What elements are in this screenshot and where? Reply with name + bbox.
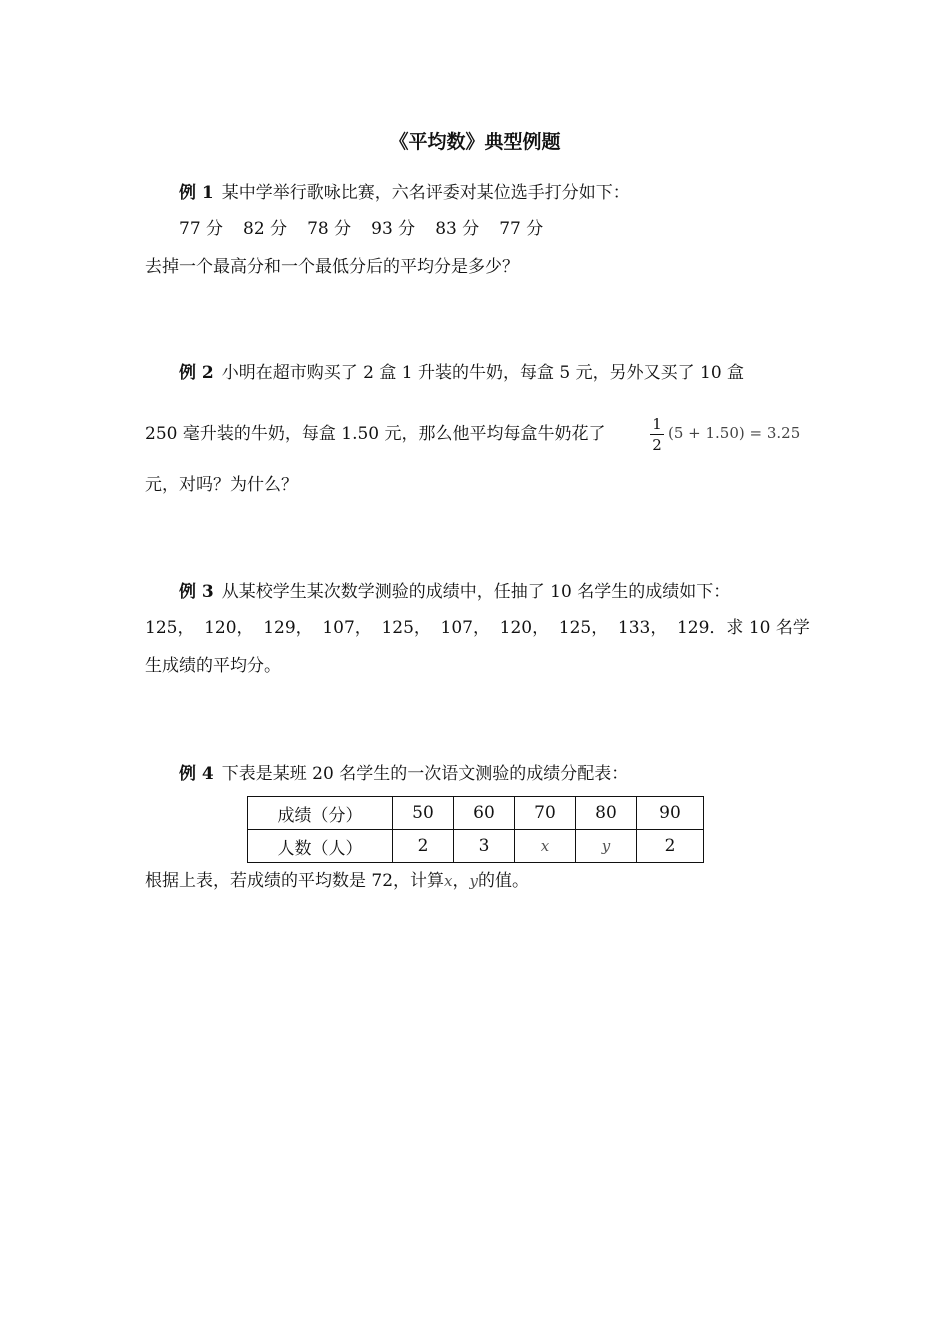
example-3-values: [145, 617, 810, 639]
fraction-bar: [650, 434, 664, 435]
example-2-intro: [179, 362, 744, 384]
table-cell: 2: [637, 830, 704, 863]
table-cell: 3: [454, 830, 515, 863]
table-header-row: [248, 797, 704, 830]
value-item: 107，: [322, 618, 372, 638]
example-3-intro: [179, 581, 730, 603]
value-item: 129，: [263, 618, 313, 638]
example-2-label: 例 2: [179, 363, 214, 383]
example-1-label: 例 1: [179, 183, 214, 203]
score-item: 77 分: [179, 219, 224, 239]
example-1-intro: [179, 182, 630, 204]
variable-y: y: [469, 872, 478, 890]
table-cell: 90: [637, 797, 704, 830]
table-cell: 60: [454, 797, 515, 830]
example-2-line1: 小明在超市购买了 2 盒 1 升装的牛奶，每盒 5 元，另外又买了 10 盒: [221, 363, 745, 383]
table-cell-variable-y: y: [576, 830, 637, 863]
score-item: 77 分: [499, 219, 544, 239]
score-item: 82 分: [243, 219, 288, 239]
table-cell: 2: [393, 830, 454, 863]
table-cell: 80: [576, 797, 637, 830]
table-cell: 50: [393, 797, 454, 830]
example-4-text: 下表是某班 20 名学生的一次语文测验的成绩分配表：: [221, 764, 629, 784]
question-text: 根据上表，若成绩的平均数是 72，计算: [145, 871, 445, 891]
table-row: [248, 830, 704, 863]
value-item: 125，: [558, 618, 609, 638]
table-cell: 成绩（分）: [248, 797, 393, 830]
example-4-intro: [179, 763, 628, 785]
value-item: 129．求 10 名学: [676, 618, 810, 638]
value-item: 133，: [617, 618, 668, 638]
page-title: 《平均数》典型例题: [389, 131, 561, 153]
example-1-question: 去掉一个最高分和一个最低分后的平均分是多少？: [145, 257, 519, 277]
value-item: 120，: [499, 618, 550, 638]
example-1-text: 某中学举行歌咏比赛，六名评委对某位选手打分如下：: [221, 183, 630, 203]
example-4-question: [145, 870, 529, 892]
example-3-label: 例 3: [179, 582, 214, 602]
table-cell-variable-x: x: [515, 830, 576, 863]
fraction-denominator: 2: [652, 436, 662, 454]
example-4-label: 例 4: [179, 764, 214, 784]
grade-distribution-table: [247, 796, 704, 863]
separator: ，: [452, 871, 470, 891]
variable-x: x: [444, 872, 453, 890]
math-expression: (5 + 1.50) = 3.25: [668, 424, 801, 442]
fraction-numerator: 1: [652, 415, 662, 433]
example-1-scores: [179, 218, 563, 240]
table-cell: 人数（人）: [248, 830, 393, 863]
example-2-line3: 元，对吗？为什么？: [145, 475, 298, 495]
question-text-end: 的值。: [478, 871, 529, 891]
score-item: 93 分: [371, 219, 416, 239]
value-item: 125，: [381, 618, 431, 638]
score-item: 78 分: [307, 219, 352, 239]
score-item: 83 分: [435, 219, 480, 239]
value-item: 107，: [440, 618, 490, 638]
value-item: 125，: [145, 618, 195, 638]
value-item: 120，: [204, 618, 254, 638]
example-3-line1: 从某校学生某次数学测验的成绩中，任抽了 10 名学生的成绩如下：: [221, 582, 731, 602]
example-2-line2: 250 毫升装的牛奶，每盒 1.50 元，那么他平均每盒牛奶花了: [145, 424, 606, 444]
table-cell: 70: [515, 797, 576, 830]
example-3-line3: 生成绩的平均分。: [145, 656, 281, 676]
fraction: [650, 415, 664, 454]
